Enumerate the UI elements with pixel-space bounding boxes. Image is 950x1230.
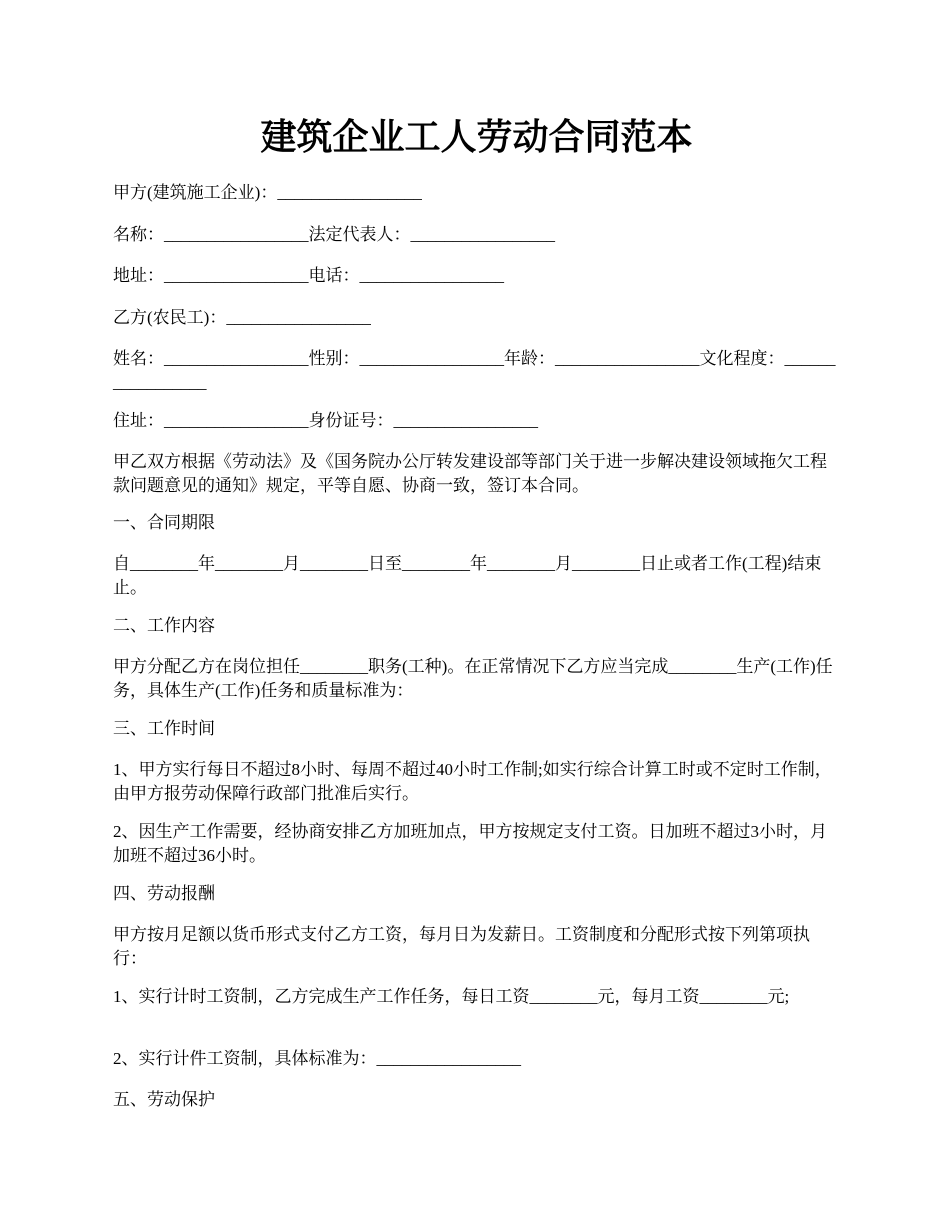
section-heading-remuneration: 四、劳动报酬 xyxy=(113,884,215,903)
party-b-info-line: 姓名：_________________性别：_________________年龄：_________________文化程度：_________________ xyxy=(113,349,836,392)
preamble-paragraph: 甲乙双方根据《劳动法》及《国务院办公厅转发建设部等部门关于进一步解决建设领域拖欠工程款问题意见的通知》规定，平等自愿、协商一致，签订本合同。 xyxy=(113,452,827,495)
work-content-paragraph: 甲方分配乙方在岗位担任________职务(工种)。在正常情况下乙方应当完成________生产(工作)任务，具体生产(工作)任务和质量标准为： xyxy=(113,657,833,700)
section-heading-work-time: 三、工作时间 xyxy=(113,719,215,738)
party-a-name-line: 名称：_________________法定代表人：_________________ xyxy=(113,225,555,244)
party-a-line: 甲方(建筑施工企业)：_________________ xyxy=(113,183,422,202)
remuneration-item-2: 2、实行计件工资制，具体标准为：_________________ xyxy=(113,1049,521,1068)
work-time-item-2: 2、因生产工作需要，经协商安排乙方加班加点，甲方按规定支付工资。日加班不超过3小时，月加班不超过36小时。 xyxy=(113,822,827,865)
work-time-item-1: 1、甲方实行每日不超过8小时、每周不超过40小时工作制;如实行综合计算工时或不定时工作制，由甲方报劳动保障行政部门批准后实行。 xyxy=(113,760,832,803)
section-heading-labor-protection: 五、劳动保护 xyxy=(113,1090,215,1109)
term-paragraph: 自________年________月________日至________年________月________日止或者工作(工程)结束止。 xyxy=(113,554,822,597)
party-b-address-line: 住址：_________________身份证号：_________________ xyxy=(113,411,538,430)
remuneration-paragraph: 甲方按月足额以货币形式支付乙方工资，每月日为发薪日。工资制度和分配形式按下列第项执行： xyxy=(113,925,810,968)
remuneration-item-1: 1、实行计时工资制，乙方完成生产工作任务，每日工资________元，每月工资________元; xyxy=(113,987,790,1006)
section-heading-term: 一、合同期限 xyxy=(113,513,215,532)
party-a-address-line: 地址：_________________电话：_________________ xyxy=(113,266,504,285)
document-title: 建筑企业工人劳动合同范本 xyxy=(260,117,693,158)
section-heading-work-content: 二、工作内容 xyxy=(113,616,215,635)
party-b-line: 乙方(农民工)：_________________ xyxy=(113,308,371,327)
